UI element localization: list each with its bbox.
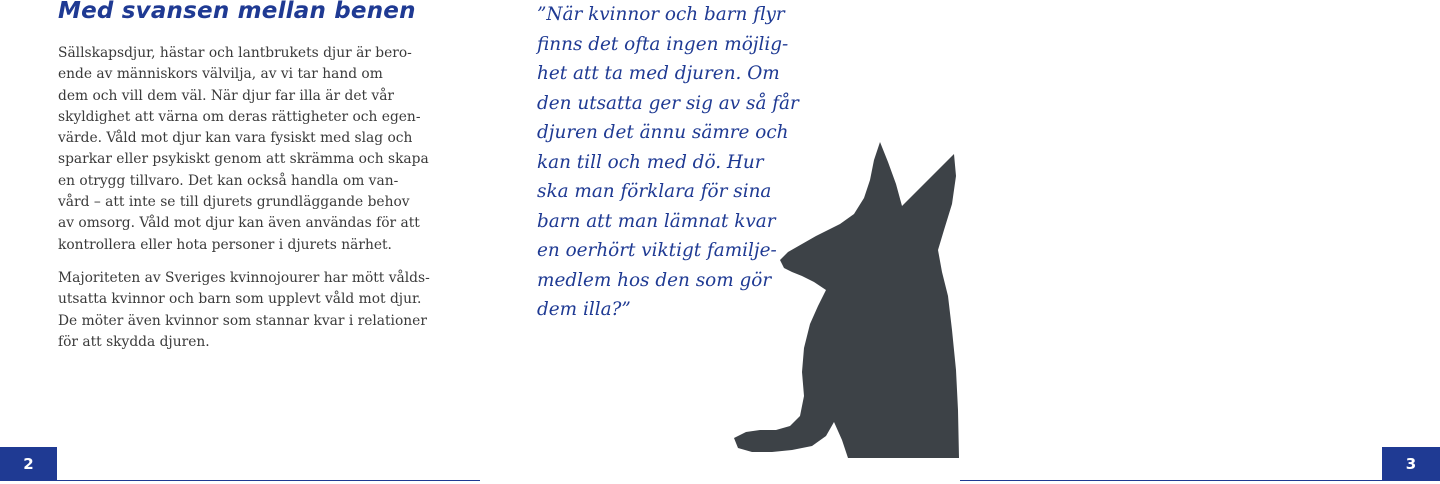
- text-line: sparkar eller psykiskt genom att skrämma och skapa: [58, 151, 429, 168]
- left-page: [0, 0, 480, 484]
- quote-line: finns det ofta ingen möjlig-: [537, 33, 789, 55]
- text-line: värde. Våld mot djur kan vara fysiskt med slag och: [58, 130, 413, 147]
- quote-line: djuren det ännu sämre och: [537, 122, 789, 143]
- text-line: utsatta kvinnor och barn som upplevt våld mot djur.: [58, 291, 422, 308]
- quote-line: den utsatta ger sig av så får: [537, 92, 799, 114]
- text-line: dem och vill dem väl. När djur far illa är det vår: [58, 87, 395, 104]
- text-line: för att skydda djuren.: [58, 333, 210, 350]
- quote-line: barn att man lämnat kvar: [537, 210, 776, 232]
- quote-line: ska man förklara för sina: [537, 181, 772, 202]
- text-line: Majoriteten av Sveriges kvinnojourer har mött vålds-: [58, 270, 430, 286]
- quote-line: dem illa?”: [537, 299, 631, 320]
- text-line: av omsorg. Våld mot djur kan även användas för att: [58, 215, 420, 232]
- text-line: Sällskapsdjur, hästar och lantbrukets djur är bero-: [58, 45, 412, 61]
- text-line: en otrygg tillvaro. Det kan också handla om van-: [58, 172, 399, 189]
- text-line: skyldighet att värna om deras rättigheter och egen-: [58, 108, 421, 125]
- page-number-right: 3: [1382, 447, 1440, 480]
- quote-line: en oerhört viktigt familje-: [537, 240, 777, 261]
- intro-paragraph: [58, 43, 428, 256]
- dog-body-shape: [734, 142, 959, 458]
- dog-silhouette-icon: [730, 140, 960, 458]
- quote-line: het att ta med djuren. Om: [537, 63, 780, 84]
- footer-rule: [960, 480, 1440, 481]
- quote-line: medlem hos den som gör: [537, 269, 772, 291]
- text-line: De möter även kvinnor som stannar kvar i relationer: [58, 312, 427, 329]
- text-line: ende av människors välvilja, av vi tar hand om: [58, 66, 383, 83]
- quote-line: kan till och med dö. Hur: [537, 151, 764, 173]
- page-number-left: 2: [0, 447, 57, 480]
- quote-line: ”När kvinnor och barn flyr: [537, 4, 785, 25]
- text-line: vård – att inte se till djurets grundläggande behov: [58, 194, 410, 211]
- page-heading: Med svansen mellan benen: [58, 0, 416, 24]
- shelter-paragraph: [58, 268, 428, 353]
- text-line: kontrollera eller hota personer i djurets närhet.: [58, 236, 392, 253]
- footer-rule: [0, 480, 480, 481]
